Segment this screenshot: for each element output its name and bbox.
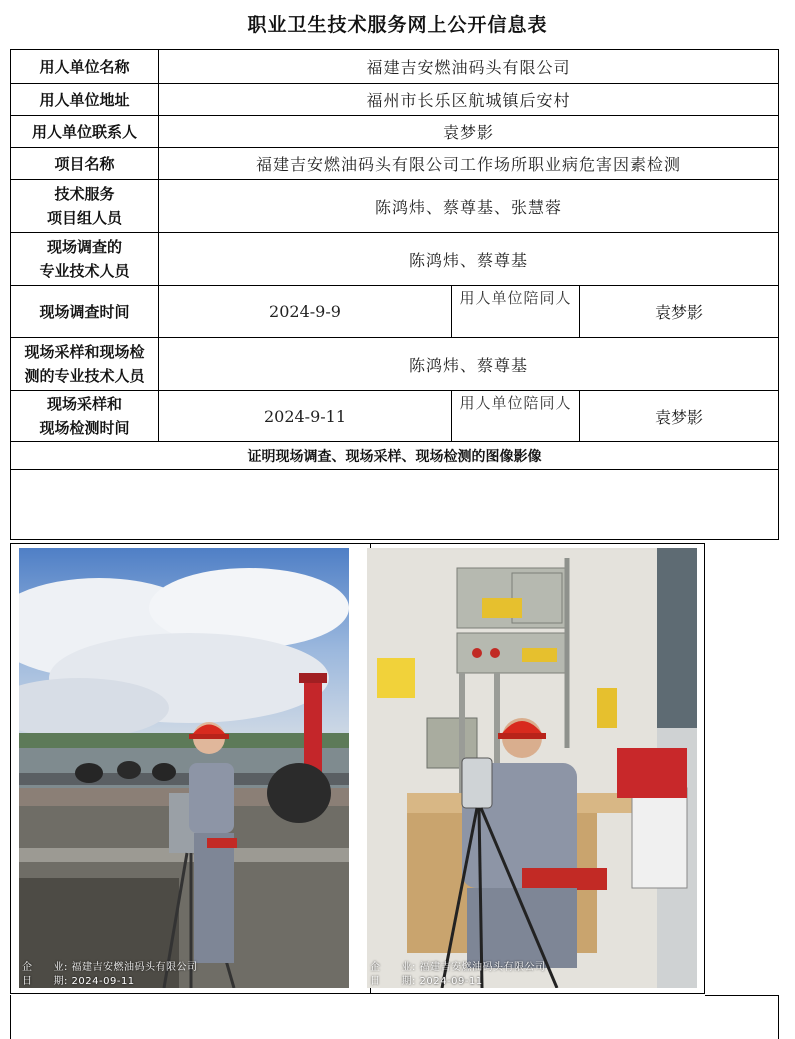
- bottom-right-border: [778, 995, 779, 1039]
- label-survey-staff-line1: 现场调查的: [46, 238, 122, 256]
- label-unit-address: 用人单位地址: [11, 84, 159, 115]
- label-sampling-time-line2: 现场检测时间: [39, 419, 130, 437]
- bottom-left-border: [10, 995, 11, 1039]
- row-survey-time: [10, 286, 779, 338]
- photo-1-watermark-date: 日 期: 2024-09-11: [22, 976, 135, 987]
- value-team: 陈鸿炜、蔡尊基、张慧蓉: [374, 197, 562, 217]
- label-team-line1: 技术服务: [54, 185, 115, 203]
- label-unit-contact: 用人单位联系人: [11, 116, 159, 147]
- label-survey-companion: 用人单位陪同人: [452, 286, 580, 337]
- label-team: [11, 180, 159, 232]
- label-project-name: 项目名称: [11, 148, 159, 179]
- row-blank: [10, 470, 779, 540]
- photo-1-watermark-company: 企 业: 福建吉安燃油码头有限公司: [22, 962, 198, 973]
- photo-2-watermark-company: 企 业: 福建吉安燃油码头有限公司: [370, 962, 546, 973]
- label-sampling-staff-line1: 现场采样和现场检: [24, 343, 145, 361]
- label-unit-name: 用人单位名称: [11, 50, 159, 83]
- label-sampling-companion: 用人单位陪同人: [452, 391, 580, 441]
- value-survey-staff: 陈鸿炜、蔡尊基: [408, 250, 528, 270]
- row-sampling-time: [10, 391, 779, 442]
- indoor-scene-image: [367, 548, 697, 988]
- info-table: [10, 49, 779, 540]
- value-unit-name: 福建吉安燃油码头有限公司: [366, 58, 571, 77]
- row-team: [10, 180, 779, 233]
- label-survey-staff: [11, 233, 159, 285]
- row-section-title: [10, 442, 779, 470]
- label-sampling-staff-line2: 测的专业技术人员: [24, 367, 145, 385]
- photo-2-watermark-date: 日 期: 2024-09-11: [370, 976, 483, 987]
- label-survey-time: 现场调查时间: [11, 286, 159, 337]
- value-unit-contact: 袁梦影: [442, 123, 494, 142]
- value-project-name: 福建吉安燃油码头有限公司工作场所职业病危害因素检测: [255, 155, 681, 174]
- value-sampling-companion: 袁梦影: [654, 407, 703, 427]
- photo-indoor-sampling: [367, 548, 697, 988]
- row-sampling-staff: [10, 338, 779, 391]
- outdoor-scene-image: [19, 548, 349, 988]
- row-unit-address: [10, 84, 779, 116]
- row-project-name: [10, 148, 779, 180]
- row-survey-staff: [10, 233, 779, 286]
- value-unit-address: 福州市长乐区航城镇后安村: [366, 91, 571, 110]
- row-unit-name: [10, 49, 779, 84]
- label-sampling-time-line1: 现场采样和: [46, 395, 122, 413]
- value-sampling-staff: 陈鸿炜、蔡尊基: [408, 355, 528, 375]
- label-sampling-time: [11, 391, 159, 441]
- value-survey-time: 2024-9-9: [159, 286, 452, 337]
- label-team-line2: 项目组人员: [46, 209, 122, 227]
- value-survey-companion: 袁梦影: [654, 303, 703, 322]
- section-title: 证明现场调查、现场采样、现场检测的图像影像: [247, 448, 542, 465]
- row-unit-contact: [10, 116, 779, 148]
- value-sampling-time: 2024-9-11: [159, 391, 452, 441]
- label-survey-staff-line2: 专业技术人员: [39, 262, 130, 280]
- photo-area: [10, 543, 779, 995]
- label-sampling-staff: [11, 338, 159, 390]
- page-title: 职业卫生技术服务网上公开信息表: [247, 14, 548, 36]
- bottom-right-top-border: [705, 995, 779, 996]
- photo-outdoor-sampling: [19, 548, 349, 988]
